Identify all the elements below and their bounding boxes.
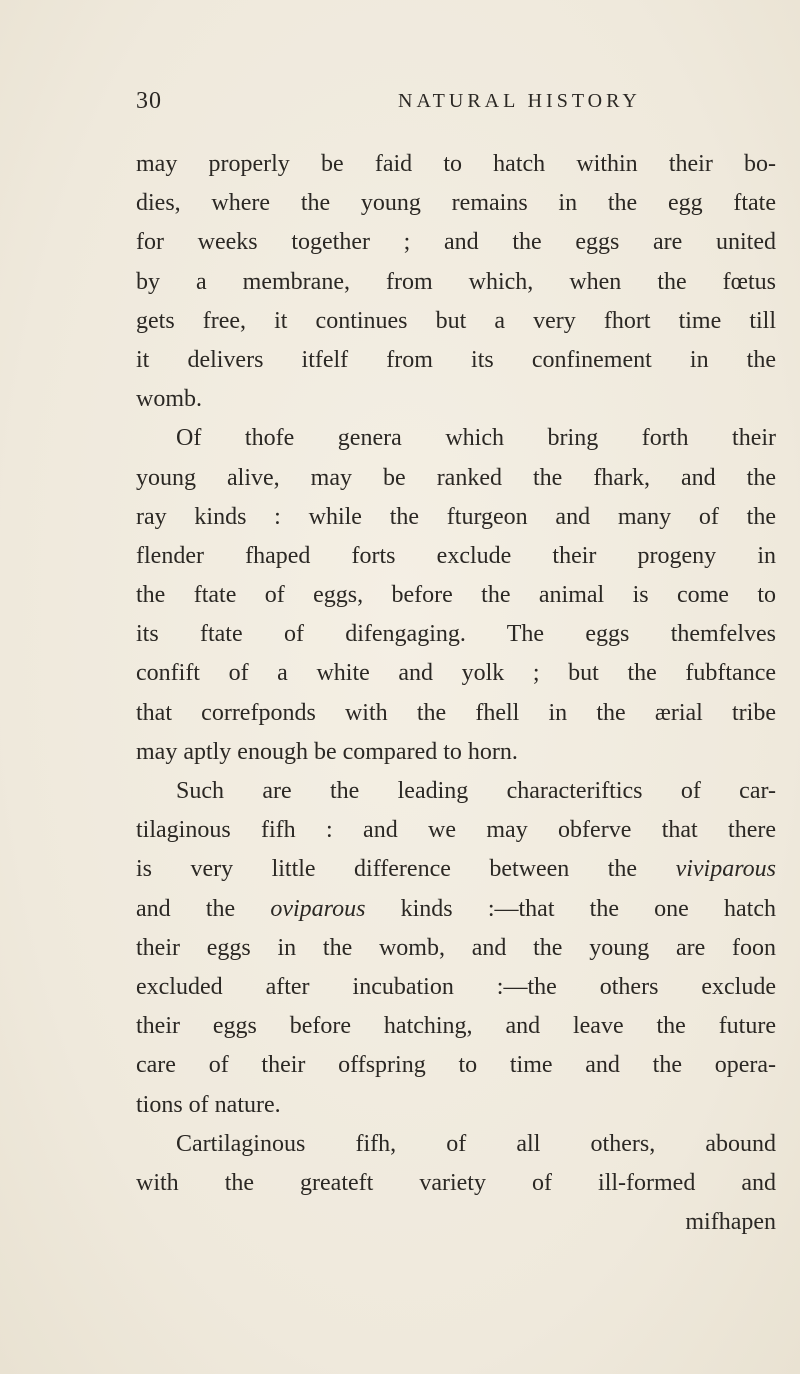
text-line: flender fhaped forts exclude their progeny in (136, 542, 776, 569)
text-line: it delivers itfelf from its confinement in the (136, 346, 776, 373)
catchword: mifhapen (685, 1209, 776, 1236)
text-line: the ftate of eggs, before the animal is come to (136, 582, 776, 609)
text-line: care of their offspring to time and the opera- (136, 1052, 776, 1079)
text-line: for weeks together ; and the eggs are united (136, 229, 776, 256)
italic-term: oviparous (270, 895, 366, 922)
text-line: by a membrane, from which, when the fœtus (136, 268, 776, 295)
text-line: and the oviparous kinds :—that the one hatch (136, 895, 776, 922)
text-line: Of thofe genera which bring forth their (176, 425, 776, 452)
text-line: ray kinds : while the fturgeon and many of the (136, 503, 776, 530)
text-line: its ftate of difengaging. The eggs themfelves (136, 621, 776, 648)
text-line: may properly be faid to hatch within their bo- (136, 151, 776, 177)
text-line: that correfponds with the fhell in the ærial tribe (136, 699, 776, 726)
text-line: Such are the leading characteriftics of car- (176, 778, 776, 804)
text-line: excluded after incubation :—the others exclude (136, 973, 776, 1000)
text-line: Cartilaginous fifh, of all others, abound (176, 1130, 776, 1157)
text-line: young alive, may be ranked the fhark, and the (136, 464, 776, 491)
text-line: confift of a white and yolk ; but the fubftance (136, 660, 776, 687)
running-head: NATURAL HISTORY (398, 90, 641, 112)
body-text (136, 145, 776, 1242)
text-line: tions of nature. (136, 1091, 281, 1118)
text-line: dies, where the young remains in the egg ftate (136, 190, 776, 217)
text-line: womb. (136, 386, 202, 413)
italic-term: viviparous (675, 856, 776, 883)
text-line: gets free, it continues but a very fhort time till (136, 307, 776, 334)
page-number: 30 (136, 88, 162, 114)
page-header (136, 88, 776, 122)
text-line: their eggs before hatching, and leave the future (136, 1013, 776, 1040)
text-line: with the greateft variety of ill-formed and (136, 1169, 776, 1196)
text-line: tilaginous fifh : and we may obferve that there (136, 817, 776, 844)
text-line: is very little difference between the viviparous (136, 856, 776, 883)
text-line: their eggs in the womb, and the young are foon (136, 934, 776, 961)
text-line: may aptly enough be compared to horn. (136, 738, 518, 765)
